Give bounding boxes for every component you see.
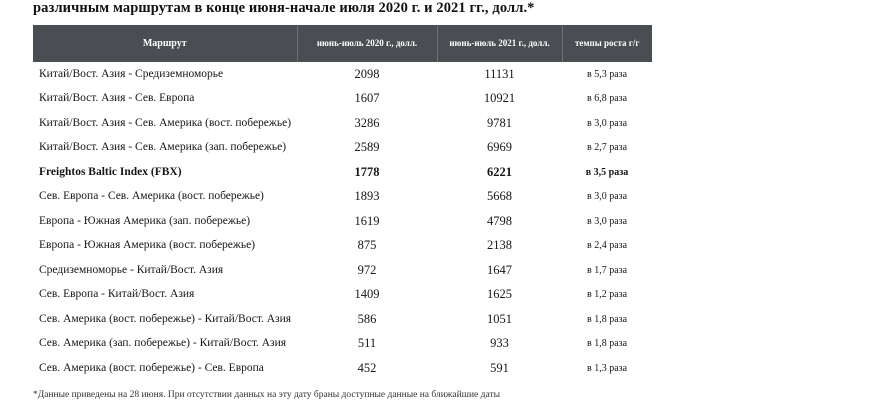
column-header-growth: темпы роста г/г [562,25,652,62]
cell-y2020: 1778 [354,164,380,179]
cell-route: Сев. Америка (зап. побережье) - Китай/Вост. Азия [39,337,287,350]
cell-y2021: 1051 [487,311,512,326]
table-row [33,62,652,87]
table-row [33,111,652,136]
table-header-row [33,25,652,62]
cell-growth: в 3,0 раза [586,215,628,227]
table-row [33,87,652,112]
cell-route: Китай/Вост. Азия - Сев. Америка (зап. побережье) [39,141,287,154]
cell-y2020: 452 [357,360,377,375]
cell-y2020: 1893 [354,189,380,204]
cell-y2021: 1625 [487,287,512,302]
cell-route: Сев. Америка (вост. побережье) - Китай/Вост. Азия [39,312,292,325]
cell-y2020: 1619 [354,213,380,228]
cell-growth: в 1,3 раза [586,362,628,374]
cell-growth: в 3,5 раза [585,166,629,178]
cell-growth: в 1,8 раза [586,313,628,325]
cell-route: Сев. Европа - Китай/Вост. Азия [39,288,195,301]
table-row [33,234,652,259]
cell-growth: в 1,8 раза [586,338,628,350]
cell-y2021: 4798 [487,213,512,228]
table-row [33,258,652,283]
cell-y2021: 2138 [487,238,512,253]
cell-y2020: 511 [357,336,377,351]
column-header-route: Маршрут [33,25,297,62]
cell-y2021: 1647 [487,262,512,277]
table-row [33,307,652,332]
cell-y2020: 875 [357,238,377,253]
table-footnote: *Данные приведены на 28 июня. При отсутствии данных на эту дату браны доступные данные на ближайшие даты [33,390,500,400]
table-row [33,160,652,185]
cell-route: Китай/Вост. Азия - Сев. Америка (вост. побережье) [39,116,292,129]
cell-y2020: 972 [357,262,377,277]
cell-growth: в 1,7 раза [586,264,628,276]
cell-route: Европа - Южная Америка (зап. побережье) [39,214,251,227]
cell-route: Сев. Европа - Сев. Америка (вост. побережье) [39,190,264,203]
cell-route: Сев. Америка (вост. побережье) - Сев. Европа [39,361,264,374]
cell-y2021: 11131 [484,66,515,81]
cell-y2021: 5668 [487,189,512,204]
cell-y2020: 1607 [354,91,380,106]
table-row [33,332,652,357]
column-header-y2021: июнь-июль 2021 г., долл. [437,25,562,62]
table-row [33,136,652,161]
cell-growth: в 3,0 раза [586,191,628,203]
cell-route: Европа - Южная Америка (вост. побережье) [39,239,256,252]
cell-growth: в 5,3 раза [586,68,628,80]
cell-growth: в 1,2 раза [586,289,628,301]
cell-y2021: 591 [490,360,509,375]
cell-y2021: 9781 [487,115,512,130]
freight-rates-table [33,25,652,381]
cell-growth: в 3,0 раза [586,117,628,129]
cell-y2020: 1409 [354,287,380,302]
cell-route: Freightos Baltic Index (FBX) [39,165,182,178]
cell-y2021: 10921 [483,91,516,106]
table-row [33,356,652,381]
cell-route: Китай/Вост. Азия - Сев. Европа [39,92,195,105]
cell-y2021: 6221 [487,164,512,179]
cell-y2020: 2589 [354,140,380,155]
table-row [33,283,652,308]
cell-y2021: 933 [490,336,509,351]
cell-y2020: 586 [357,311,377,326]
cell-route: Средиземноморье - Китай/Вост. Азия [39,263,224,276]
cell-route: Китай/Вост. Азия - Средиземноморье [39,67,224,80]
cell-growth: в 6,8 раза [586,93,628,105]
cell-y2021: 6969 [487,140,512,155]
page-title: различным маршрутам в конце июня-начале июля 2020 г. и 2021 гг., долл.* [33,0,535,16]
cell-y2020: 3286 [354,115,380,130]
cell-growth: в 2,4 раза [586,240,628,252]
cell-growth: в 2,7 раза [586,142,628,154]
table-body [33,62,652,381]
table-row [33,209,652,234]
table-row [33,185,652,210]
table-header [33,25,652,62]
cell-y2020: 2098 [354,66,380,81]
column-header-y2020: июнь-июль 2020 г., долл. [297,25,437,62]
